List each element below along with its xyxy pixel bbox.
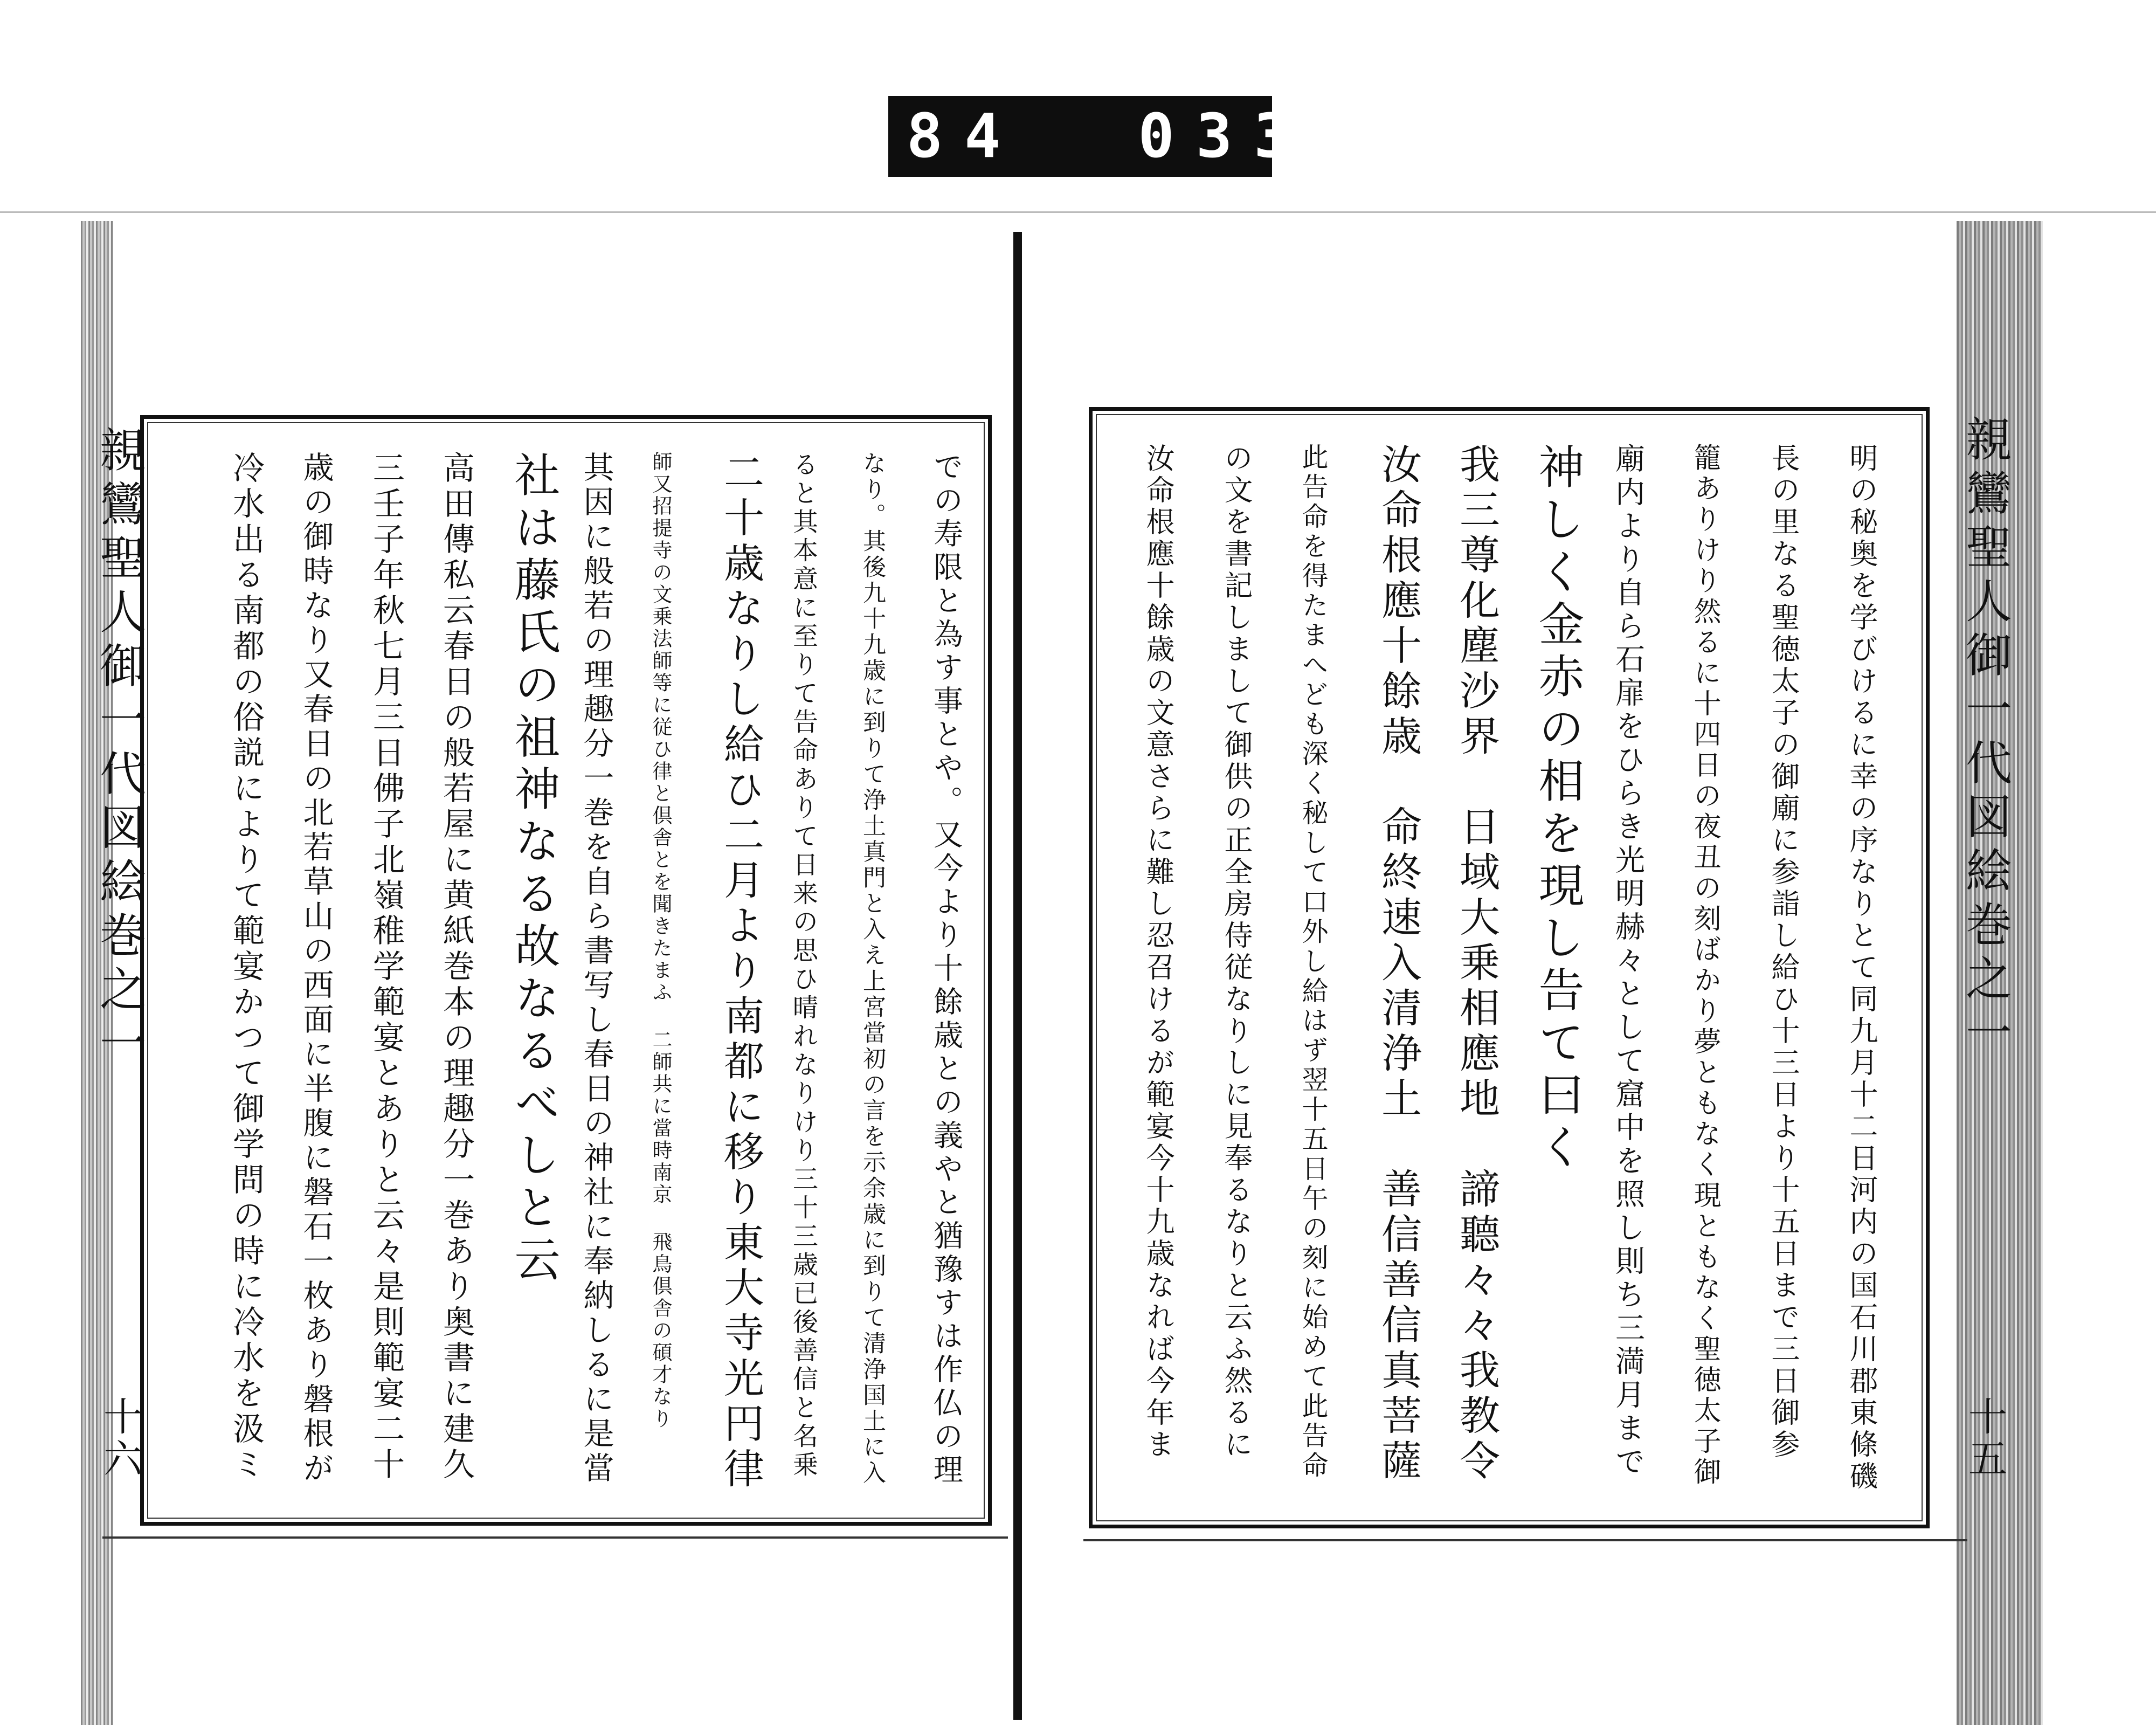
- left-col-8: 高田傳私云春日の般若屋に黄紙巻本の理趣分一巻あり奥書に建久: [438, 451, 475, 1483]
- left-page: [81, 221, 1003, 1725]
- scan-divider: [0, 211, 2156, 213]
- right-folio: 十五: [1962, 1396, 2007, 1480]
- right-text-frame: [1089, 407, 1930, 1528]
- left-col-7: 社は藤氏の祖神なる故なるべしと云: [507, 451, 560, 1288]
- right-bottom-rule: [1083, 1539, 1967, 1541]
- left-col-5: 師又招提寺の文乗法師等に従ひ律と倶舎とを聞きたまふ 二師共に當時南京 飛鳥倶舎の碩才なり: [649, 451, 672, 1430]
- right-col-3: 籠ありけり然るに十四日の夜丑の刻ばかり夢ともなく現ともなく聖徳太子御: [1689, 443, 1720, 1488]
- left-margin-title: 親鸞聖人御一代図絵巻之一: [92, 426, 146, 1073]
- left-col-1: での寿限と為す事とや。又今より十餘歳との義やと猶豫すは作仏の理: [929, 451, 963, 1487]
- left-text-frame: [140, 415, 992, 1526]
- left-col-6: 其因に般若の理趣分一巻を自ら書写し春日の神社に奉納しるに是當: [578, 451, 614, 1486]
- right-col-1: 明の秘奥を学びけるに幸の序なりとて同九月十二日河内の国石川郡東條磯: [1845, 443, 1878, 1493]
- book-gutter: [1013, 232, 1022, 1720]
- right-margin-title: 親鸞聖人御一代図絵巻之一: [1958, 415, 2012, 1062]
- left-col-4: 二十歳なりし給ひ二月より南都に移り東大寺光円律: [717, 451, 765, 1493]
- right-col-8: 此告命を得たまへども深く秘して口外し給はず翌十五日午の刻に始めて此告命: [1298, 443, 1329, 1481]
- left-col-9: 三壬子年秋七月三日佛子北嶺稚学範宴とありと云々是則範宴二十: [368, 451, 405, 1483]
- left-col-3: ると其本意に至りて告命ありて日来の思ひ晴れなりけり三十三歳已後善信と名乗: [789, 451, 818, 1480]
- left-col-11: 冷水出る南都の俗説によりて範宴かつて御学問の時に冷水を汲ミ: [227, 451, 265, 1483]
- right-col-6: 我三尊化塵沙界 日域大乗相應地 諦聽々々我教令: [1453, 443, 1501, 1485]
- right-page: [1029, 221, 2043, 1725]
- right-col-10: 汝命根應十餘歳の文意さらに難し忍召けるが範宴今十九歳なれば今年ま: [1142, 443, 1174, 1461]
- left-folio: 十六: [97, 1396, 142, 1480]
- left-bottom-rule: [102, 1536, 1008, 1539]
- scan-label: [848, 96, 1312, 177]
- right-col-7: 汝命根應十餘歳 命終速入清浄土 善信善信真菩薩: [1375, 443, 1422, 1485]
- scan-label-text: 784 033: [848, 101, 1312, 171]
- right-col-4: 廟内より自ら石扉をひらき光明赫々として窟中を照し則ち三満月まで: [1611, 443, 1645, 1479]
- right-col-9: の文を書記しまして御供の正全房侍従なりしに見奉るなりと云ふ然るに: [1220, 443, 1253, 1461]
- left-col-2: なり。其後九十九歳に到りて浄土真門と入え上宮當初の言を示余歳に到りて清浄国土に入: [859, 451, 886, 1486]
- right-col-5: 神しく金赤の相を現し告て曰く: [1531, 443, 1584, 1175]
- right-col-2: 長の里なる聖徳太子の御廟に参詣し給ひ十三日より十五日まで三日御参: [1767, 443, 1800, 1461]
- left-col-10: 歳の御時なり又春日の北若草山の西面に半腹に磐石一枚あり磐根が: [298, 451, 334, 1486]
